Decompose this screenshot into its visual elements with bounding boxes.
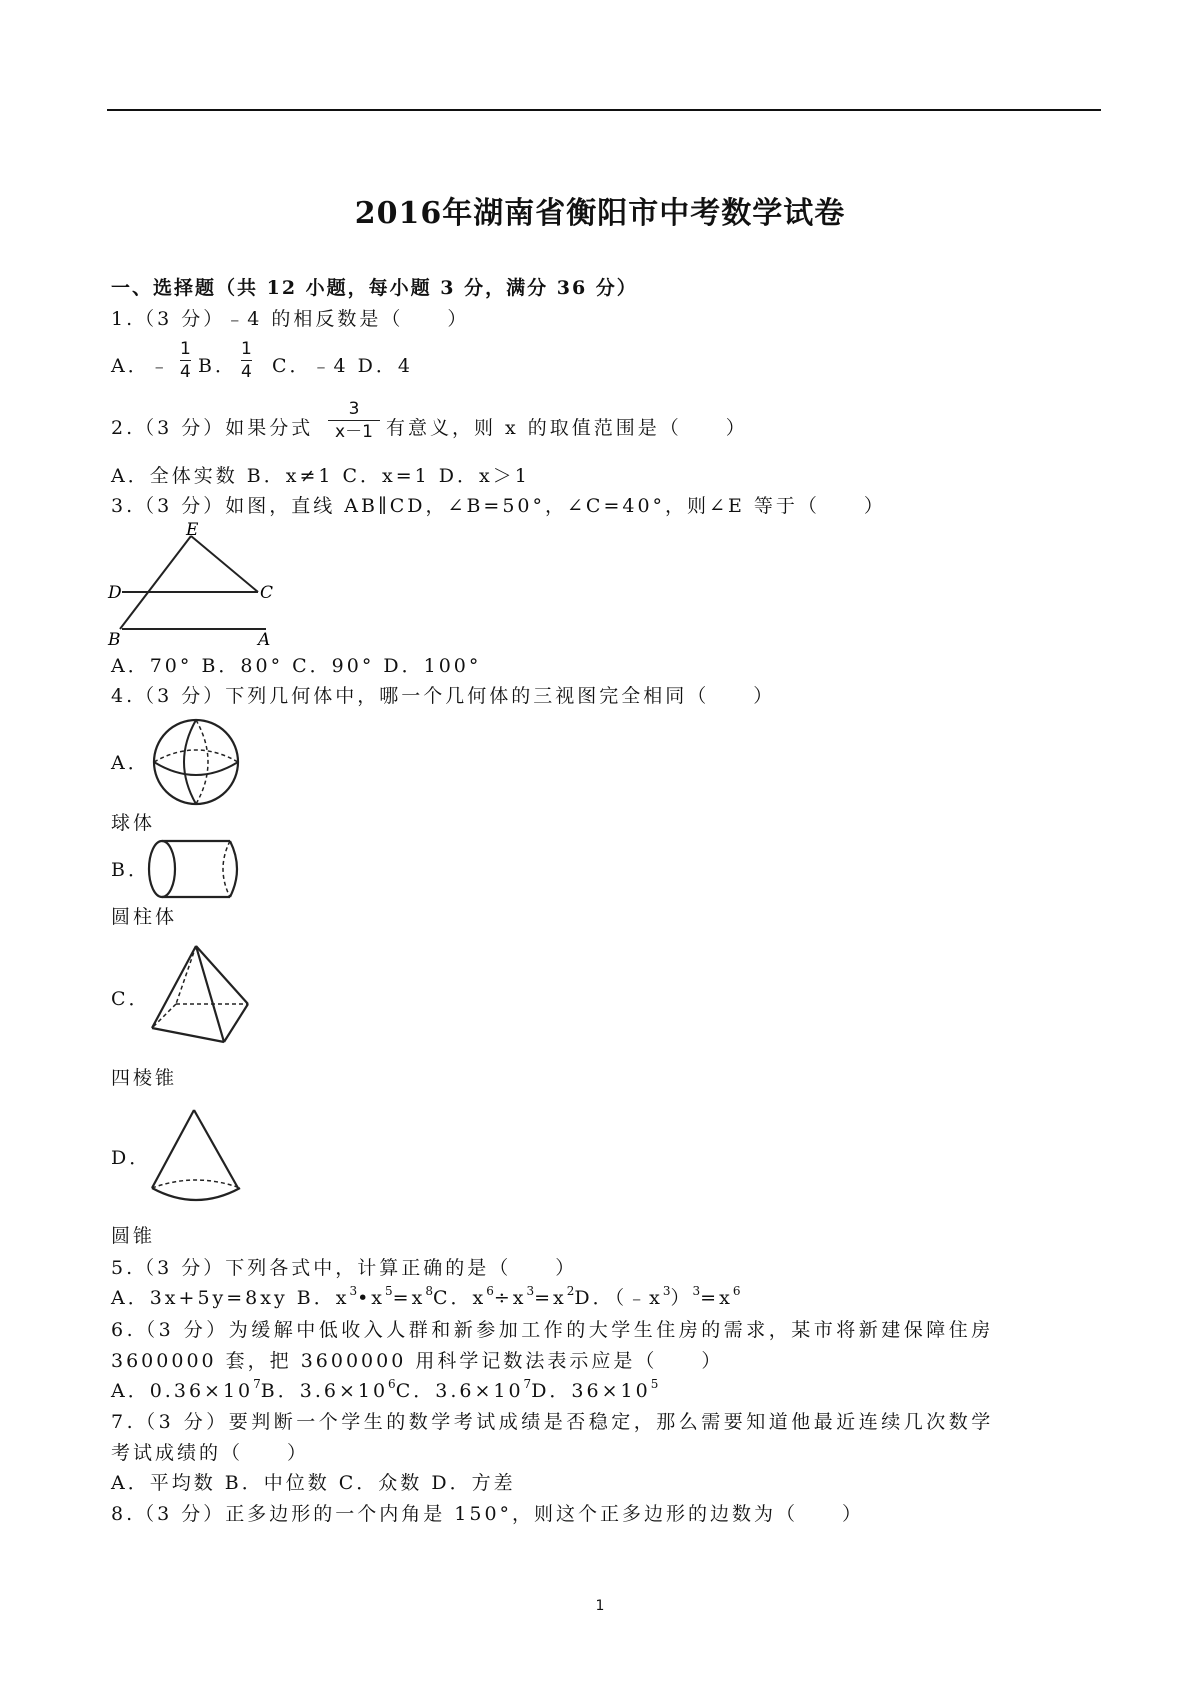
q1-fraction-b <box>241 339 252 382</box>
q4-stem: 4.（3 分）下列几何体中，哪一个几何体的三视图完全相同（ ） <box>111 685 776 707</box>
q5-exp: 3 <box>349 1284 358 1298</box>
q5-exp: 3 <box>526 1284 535 1298</box>
page-title: 2016年湖南省衡阳市中考数学试卷 <box>354 196 846 231</box>
q5-part: =x <box>392 1287 426 1309</box>
q4-option-b-caption: 圆柱体 <box>111 906 178 928</box>
label-e: E <box>186 522 199 540</box>
q6-part: D．36×10 <box>531 1380 651 1402</box>
section-heading: 一、选择题（共 12 小题，每小题 3 分，满分 36 分） <box>111 277 638 299</box>
fraction-numerator: 1 <box>241 339 252 359</box>
q5-part: •x <box>357 1287 386 1309</box>
fraction-bar <box>180 360 191 361</box>
q5-exp: 5 <box>385 1284 393 1298</box>
label-d: D <box>108 583 122 603</box>
q4-option-a-caption: 球体 <box>111 812 156 834</box>
fraction-bar <box>241 360 252 361</box>
q5-part: =x <box>700 1287 733 1309</box>
q7-line-2: 考试成绩的（ ） <box>111 1442 310 1464</box>
q3-stem: 3.（3 分）如图，直线 AB∥CD，∠B=50°，∠C=40°，则∠E 等于（ ） <box>111 495 886 517</box>
q5-part: =x <box>534 1287 567 1309</box>
page-number: 1 <box>595 1598 605 1614</box>
q5-part: A．3x+5y=8xy B．x <box>111 1287 350 1309</box>
q2-stem-before: 2.（3 分）如果分式 <box>111 417 314 439</box>
fraction-numerator: 1 <box>180 339 191 359</box>
q5-part: ） <box>670 1287 693 1309</box>
pyramid-edge-1 <box>152 946 196 1028</box>
header-rule <box>107 109 1101 111</box>
q6-exp: 7 <box>253 1377 261 1391</box>
q7-line-1: 7.（3 分）要判断一个学生的数学考试成绩是否稳定，那么需要知道他最近连续几次数学 <box>111 1411 994 1433</box>
sphere-meridian-back <box>196 720 208 804</box>
cylinder-figure <box>146 836 250 902</box>
q5-exp: 2 <box>566 1284 575 1298</box>
label-a: A <box>258 630 271 648</box>
cone-right-edge <box>194 1110 238 1188</box>
q6-line-2: 3600000 套，把 3600000 用科学记数法表示应是（ ） <box>111 1350 724 1372</box>
q1-option-b-prefix: B． <box>198 355 237 377</box>
q4-option-c-label: C． <box>111 988 151 1010</box>
q5-exp: 8 <box>425 1284 433 1298</box>
q6-part: B．3.6×10 <box>260 1380 389 1402</box>
cylinder-right-front <box>230 841 237 897</box>
q6-exp: 7 <box>523 1377 532 1391</box>
fraction-bar <box>328 420 380 421</box>
q6-line-1: 6.（3 分）为缓解中低收入人群和新参加工作的大学生住房的需求，某市将新建保障住房 <box>111 1319 994 1341</box>
pyramid-base-1 <box>152 1028 224 1042</box>
cone-base-back <box>152 1180 240 1188</box>
q1-option-a-prefix: A．﹣ <box>111 355 172 377</box>
q6-exp: 5 <box>650 1377 659 1391</box>
q7-options: A．平均数 B．中位数 C．众数 D．方差 <box>111 1472 516 1494</box>
q1-stem: 1.（3 分）﹣4 的相反数是（ ） <box>111 308 470 330</box>
q4-option-d-caption: 圆锥 <box>111 1225 156 1247</box>
sphere-meridian-front <box>184 720 196 804</box>
q2-fraction <box>328 399 380 442</box>
q5-part: ÷x <box>493 1287 527 1309</box>
label-b: B <box>108 630 121 648</box>
q1-options <box>111 354 172 378</box>
q5-part: C．x <box>432 1287 487 1309</box>
q5-exp: 3 <box>692 1284 701 1298</box>
fraction-denominator: x－1 <box>335 422 373 442</box>
pyramid-hidden-edge <box>176 946 196 1004</box>
q5-part: D．（﹣x <box>574 1287 663 1309</box>
pyramid-base-2 <box>224 1004 248 1042</box>
line-ec <box>191 536 258 592</box>
q5-exp: 6 <box>732 1284 741 1298</box>
q5-exp: 3 <box>662 1284 671 1298</box>
q5-exp: 6 <box>486 1284 494 1298</box>
label-c: C <box>260 583 274 603</box>
sphere-outline <box>154 720 238 804</box>
q1-fraction-a <box>180 339 191 382</box>
q6-options <box>111 1379 658 1403</box>
line-be <box>120 536 191 629</box>
q3-parallel-lines-figure <box>106 522 276 648</box>
cone-left-edge <box>152 1110 194 1188</box>
q6-part: C．3.6×10 <box>395 1380 524 1402</box>
fraction-denominator: 4 <box>241 362 252 382</box>
q5-stem: 5.（3 分）下列各式中，计算正确的是（ ） <box>111 1257 578 1279</box>
q4-option-b-label: B． <box>111 859 150 881</box>
q4-option-d-label: D． <box>111 1147 152 1169</box>
q2-stem-after: 有意义，则 x 的取值范围是（ ） <box>386 417 748 439</box>
sphere-equator-front <box>154 762 238 775</box>
q4-option-c-caption: 四棱锥 <box>111 1067 178 1089</box>
q8-stem: 8.（3 分）正多边形的一个内角是 150°，则这个正多边形的边数为（ ） <box>111 1503 865 1525</box>
q1-options-rest: C．﹣4 D．4 <box>272 355 413 377</box>
cone-base-front <box>152 1188 240 1200</box>
fraction-denominator: 4 <box>180 362 191 382</box>
q6-part: A．0.36×10 <box>111 1380 254 1402</box>
cylinder-left-face <box>149 841 175 897</box>
q2-options: A．全体实数 B．x≠1 C．x=1 D．x＞1 <box>111 465 530 487</box>
cone-figure <box>146 1106 246 1206</box>
q5-options <box>111 1286 740 1310</box>
q3-options: A．70° B．80° C．90° D．100° <box>111 655 482 677</box>
q4-option-a-label: A． <box>111 752 150 774</box>
sphere-equator-back <box>154 750 238 762</box>
q6-exp: 6 <box>388 1377 396 1391</box>
fraction-numerator: 3 <box>348 399 360 419</box>
sphere-figure <box>150 716 242 808</box>
pyramid-figure <box>144 940 254 1048</box>
cylinder-right-back <box>223 841 230 897</box>
